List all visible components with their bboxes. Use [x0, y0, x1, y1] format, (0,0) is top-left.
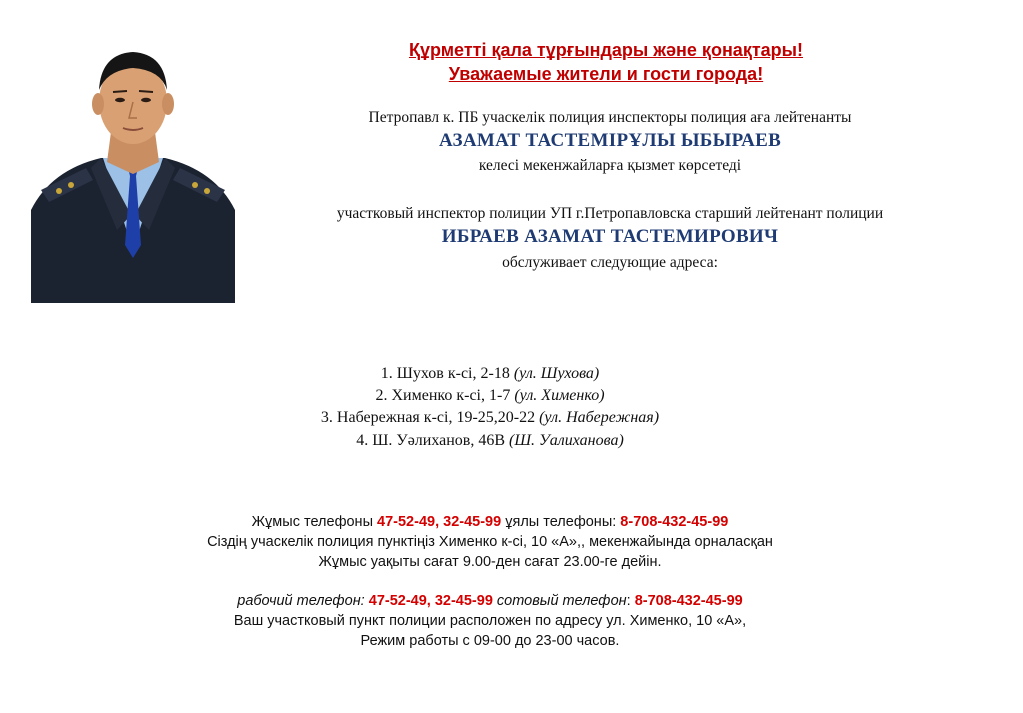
- address-text: 4. Ш. Уәлиханов, 46В: [356, 432, 510, 449]
- ru-work-phones: 47-52-49, 32-45-99: [368, 593, 493, 609]
- kz-officer-name: АЗАМАТ ТАСТЕМІРҰЛЫ ЫБЫРАЕВ: [438, 130, 782, 151]
- ru-hours: Режим работы с 09-00 до 23-00 часов.: [360, 633, 620, 649]
- kz-work-phones: 47-52-49, 32-45-99: [377, 514, 502, 530]
- address-item: [250, 409, 730, 427]
- ru-location: Ваш участковый пункт полиции расположен по адресу ул. Хименко, 10 «А»,: [233, 613, 747, 629]
- address-item: [250, 387, 730, 405]
- kz-hours: Жұмыс уақыты сағат 9.00-ден сағат 23.00-ге дейін.: [318, 554, 662, 570]
- address-item: [250, 365, 730, 383]
- ru-serves: обслуживает следующие адреса:: [502, 254, 718, 271]
- kz-mobile-label: ұялы телефоны:: [501, 514, 621, 530]
- ru-work-phone-label: рабочий телефон:: [237, 593, 369, 609]
- address-item: [250, 432, 730, 450]
- greeting-kz: Құрметті қала тұрғындары және қонақтары!: [408, 40, 804, 60]
- address-text: 3. Набережная к-сі, 19-25,20-22: [320, 409, 540, 426]
- greeting-ru: Уважаемые жители и гости города!: [448, 64, 764, 84]
- address-ru: (ул. Шухова): [513, 365, 600, 382]
- ru-mobile-phone: 8-708-432-45-99: [634, 593, 743, 609]
- officer-photo: [31, 40, 235, 303]
- ru-officer-name: ИБРАЕВ АЗАМАТ ТАСТЕМИРОВИЧ: [441, 226, 779, 247]
- kz-intro: Петропавл к. ПБ учаскелік полиция инспекторы полиция аға лейтенанты: [368, 109, 852, 126]
- kz-work-phone-label: Жұмыс телефоны: [251, 514, 378, 530]
- ru-phone-line: [140, 593, 840, 609]
- address-text: 2. Хименко к-сі, 1-7: [375, 387, 515, 404]
- ru-intro: участковый инспектор полиции УП г.Петропавловска старший лейтенант полиции: [336, 205, 884, 222]
- address-ru: (Ш. Уалиханова): [509, 432, 624, 449]
- ru-mobile-label: сотовый телефон: [492, 593, 627, 609]
- kz-mobile-phone: 8-708-432-45-99: [620, 514, 729, 530]
- address-ru: (ул. Набережная): [539, 409, 660, 426]
- kz-serves: келесі мекенжайларға қызмет көрсетеді: [478, 157, 742, 174]
- address-text: 1. Шухов к-сі, 2-18: [380, 365, 514, 382]
- ru-colon: :: [626, 593, 635, 609]
- kz-phone-line: [140, 514, 840, 530]
- address-ru: (ул. Хименко): [514, 387, 605, 404]
- kz-location: Сіздің учаскелік полиция пунктіңіз Хименко к-сі, 10 «А»,, мекенжайында орналасқан: [207, 534, 773, 550]
